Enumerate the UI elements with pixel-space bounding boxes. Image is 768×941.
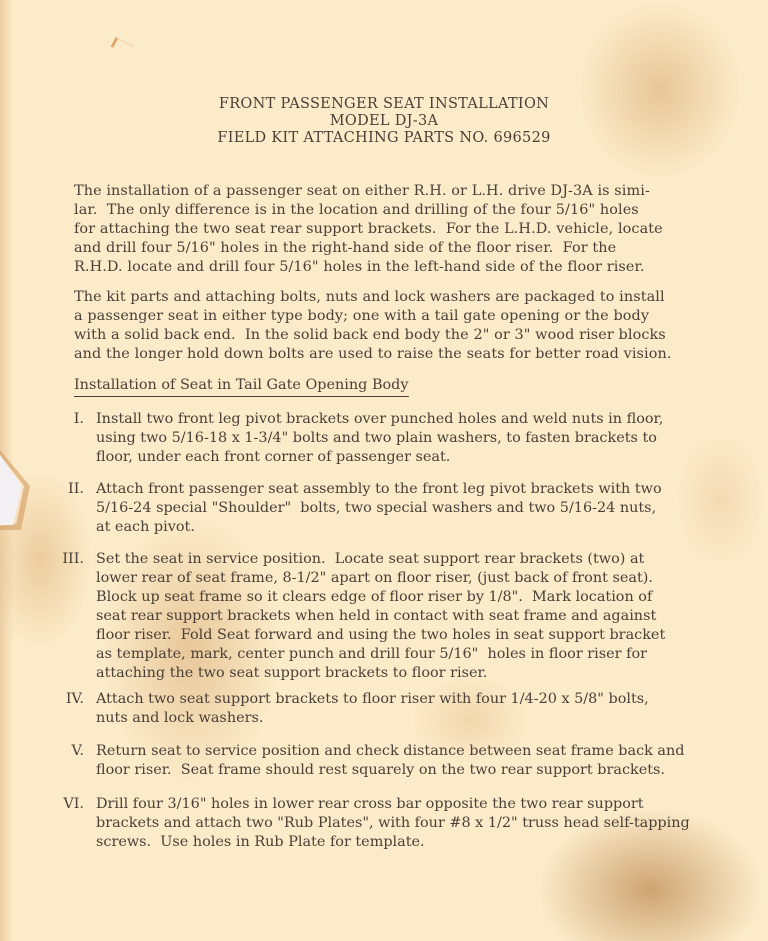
step-number: V. — [71, 743, 84, 759]
text-line: Install two front leg pivot brackets over punched holes and weld nuts in floor, — [96, 411, 664, 427]
text-line: Attach two seat support brackets to floor riser with four 1/4-20 x 5/8" bolts, — [96, 691, 649, 707]
step-number: VI. — [63, 796, 84, 812]
step-text — [96, 690, 726, 728]
step-number: IV. — [65, 691, 84, 707]
text-line: floor, under each front corner of passenger seat. — [96, 449, 451, 465]
text-line: for attaching the two seat rear support brackets. For the L.H.D. vehicle, locate — [74, 221, 663, 237]
section-heading: Installation of Seat in Tail Gate Opening Body — [74, 376, 409, 397]
title-line-2: MODEL DJ-3A — [329, 113, 439, 129]
text-line: as template, mark, center punch and drill four 5/16" holes in floor riser for — [96, 646, 647, 662]
text-line: 5/16-24 special "Shoulder" bolts, two special washers and two 5/16-24 nuts, — [96, 500, 657, 516]
step-text — [96, 480, 726, 537]
intro-paragraph-2 — [74, 288, 694, 364]
title-line-3: FIELD KIT ATTACHING PARTS NO. 696529 — [217, 130, 551, 146]
text-line: floor riser. Fold Seat forward and using the two holes in seat support bracket — [96, 627, 666, 643]
step-text — [96, 410, 726, 467]
text-line: using two 5/16-18 x 1-3/4" bolts and two plain washers, to fasten brackets to — [96, 430, 657, 446]
text-line: screws. Use holes in Rub Plate for template. — [96, 834, 425, 850]
text-line: at each pivot. — [96, 519, 195, 535]
text-line: nuts and lock washers. — [96, 710, 264, 726]
step-number: III. — [62, 551, 84, 567]
text-line: Attach front passenger seat assembly to the front leg pivot brackets with two — [96, 481, 662, 497]
text-line: floor riser. Seat frame should rest squarely on the two rear support brackets. — [96, 762, 665, 778]
step-text — [96, 742, 726, 780]
text-line: attaching the two seat support brackets to floor riser. — [96, 665, 488, 681]
text-line: lar. The only difference is in the location and drilling of the four 5/16" holes — [74, 202, 639, 218]
step-text — [96, 550, 726, 683]
text-line: Return seat to service position and check distance between seat frame back and — [96, 743, 685, 759]
step-number: II. — [68, 481, 84, 497]
title-line-1: FRONT PASSENGER SEAT INSTALLATION — [218, 96, 550, 112]
text-line: brackets and attach two "Rub Plates", with four #8 x 1/2" truss head self-tapping — [96, 815, 690, 831]
text-line: Block up seat frame so it clears edge of floor riser by 1/8". Mark location of — [96, 589, 653, 605]
text-line: The installation of a passenger seat on either R.H. or L.H. drive DJ-3A is simi- — [74, 183, 650, 199]
text-line: Set the seat in service position. Locate seat support rear brackets (two) at — [96, 551, 645, 567]
text-line: seat rear support brackets when held in contact with seat frame and against — [96, 608, 657, 624]
step-number: I. — [73, 411, 84, 427]
text-line: Drill four 3/16" holes in lower rear cross bar opposite the two rear support — [96, 796, 644, 812]
text-line: and drill four 5/16" holes in the right-hand side of the floor riser. For the — [74, 240, 617, 256]
text-line: The kit parts and attaching bolts, nuts and lock washers are packaged to install — [74, 289, 665, 305]
intro-paragraph-1 — [74, 182, 694, 277]
text-line: lower rear of seat frame, 8-1/2" apart on floor riser, (just back of front seat). — [96, 570, 653, 586]
text-line: a passenger seat in either type body; one with a tail gate opening or the body — [74, 308, 650, 324]
text-line: and the longer hold down bolts are used to raise the seats for better road vision. — [74, 346, 672, 362]
document-title — [0, 96, 768, 147]
text-line: with a solid back end. In the solid back end body the 2" or 3" wood riser blocks — [74, 327, 666, 343]
text-line: R.H.D. locate and drill four 5/16" holes in the left-hand side of the floor riser. — [74, 259, 645, 275]
step-text — [96, 795, 726, 852]
